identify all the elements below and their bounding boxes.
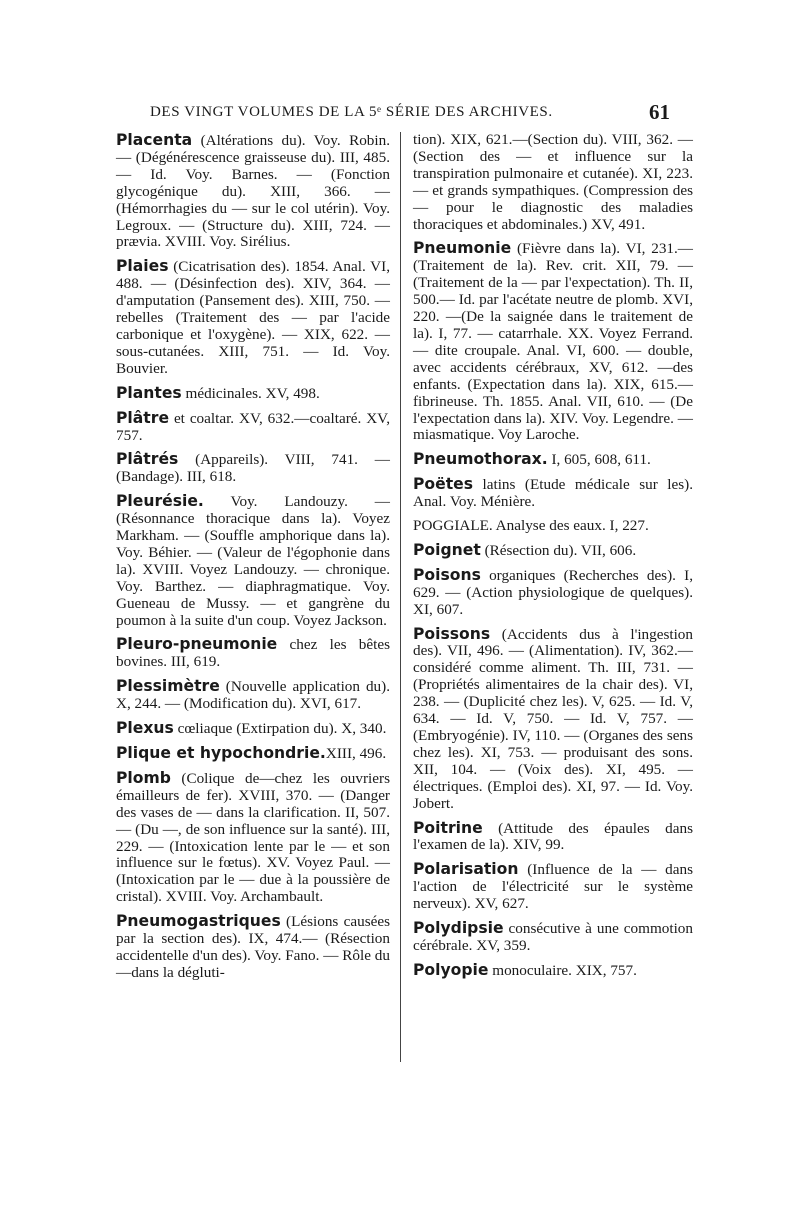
entry-term: Polydipsie — [413, 919, 504, 938]
index-entry — [116, 493, 390, 629]
entry-references: monoculaire. XIX, 757. — [488, 961, 637, 979]
entry-term: Poignet — [413, 540, 481, 559]
entry-term: Polyopie — [413, 960, 489, 979]
index-entry — [413, 861, 693, 913]
index-entry — [413, 820, 693, 855]
index-entry — [413, 920, 693, 955]
index-entry — [413, 132, 693, 233]
entry-references: (Attitude des épaules dans l'examen de la). XIV, 99. — [413, 819, 693, 854]
entry-term: Plomb — [116, 768, 171, 787]
entry-term: Plantes — [116, 383, 182, 402]
left-column — [116, 132, 390, 989]
entry-term: Placenta — [116, 131, 193, 149]
entry-term: Pneumonie — [413, 239, 512, 258]
entry-references: chez les bêtes bovines. III, 619. — [116, 636, 390, 671]
index-entry — [413, 626, 693, 813]
entry-term: Plâtre — [116, 408, 170, 427]
entry-references: consécutive à une commotion cérébrale. XV, 359. — [413, 920, 693, 954]
entry-term: Poitrine — [413, 818, 483, 837]
entry-references: cœliaque (Extirpation du). X, 340. — [173, 720, 387, 738]
entry-references: médicinales. XV, 498. — [181, 384, 320, 402]
page-number: 61 — [649, 100, 670, 124]
entry-term: Poisons — [413, 565, 481, 584]
running-header — [150, 100, 670, 130]
index-entry — [116, 678, 390, 713]
entry-references: (Nouvelle application du). X, 244. — (Modification du). XVI, 617. — [116, 678, 390, 713]
entry-references: latins (Etude médicale sur les). Anal. Voy. Ménière. — [413, 476, 693, 511]
entry-references: organiques (Recherches des). I, 629. — (Action physiologique de quelques). XI, 607. — [413, 566, 693, 618]
index-entry — [116, 451, 390, 486]
entry-references: (Colique de—chez les ouvriers émailleurs de fer). XVIII, 370. — (Danger des vases de — dans la clarification. II, 507. — (Du —, de son influence sur la santé). III, 229. — (Intoxication lente par le — et son influence sur le fœtus). XV. Voyez Paul. — (Intoxication par le — due à la poussière de cristal). XVIII. Voy. Archambault. — [116, 769, 390, 906]
index-entry — [413, 542, 693, 560]
index-entry — [413, 962, 693, 980]
entry-references: (Influence de la — dans l'action de l'électricité sur le système nerveux). XV, 627. — [413, 861, 693, 913]
entry-term: Plexus — [116, 719, 174, 738]
index-entry — [116, 720, 390, 738]
index-entry — [116, 258, 390, 377]
index-entry — [413, 476, 693, 511]
entry-references: (Altérations du). Voy. Robin. — (Dégénérescence graisseuse du). III, 485. — Id. Voy. Barnes. — (Fonction glycogénique du). XIII, 366. — (Hémorrhagies du — sur le col utérin). Voy. Legroux. — (Structure du). XIII, 724. — prævia. XVIII. Voy. Sirélius. — [116, 132, 390, 251]
entry-term: Plaies — [116, 257, 169, 276]
entry-term: Pleurésie. — [116, 492, 204, 511]
index-entry — [116, 913, 390, 982]
right-column — [413, 132, 693, 987]
running-title: DES VINGT VOLUMES DE LA 5ᵉ SÉRIE DES ARCHIVES. — [150, 104, 553, 120]
entry-term: Plessimètre — [116, 677, 220, 696]
index-entry — [116, 770, 390, 906]
index-entry — [116, 745, 390, 763]
entry-term: Plique et hypochondrie. — [116, 744, 326, 762]
index-entry — [413, 567, 693, 619]
index-entry — [116, 385, 390, 403]
entry-references: (Résection du). VII, 606. — [480, 541, 637, 559]
index-entry — [116, 132, 390, 251]
entry-term: Poëtes — [413, 475, 474, 494]
index-entry — [413, 240, 693, 444]
entry-references: (Appareils). VIII, 741. — (Bandage). III, 618. — [116, 451, 390, 486]
entry-term: Polarisation — [413, 860, 519, 879]
entry-references: XIII, 496. — [325, 745, 387, 762]
entry-references: I, 605, 608, 611. — [547, 451, 651, 469]
entry-term: Poissons — [413, 624, 491, 643]
entry-references: Voy. Landouzy. — (Résonnance thoracique dans la). Voyez Markham. — (Souffle amphorique dans la). Voy. Béhier. — (Valeur de l'égophonie dans la). XVIII. Voyez Landouzy. — chronique. Voy. Barthez. — diaphragmatique. Voy. Gueneau de Mussy. — et gangrène du poumon à la suite d'un coup. Voyez Jackson. — [116, 493, 390, 629]
entry-references: (Cicatrisation des). 1854. Anal. VI, 488. — (Désinfection des). XIV, 364. — d'amputation (Pansement des). XIII, 750. — rebelles (Traitement des — par l'acide carbonique et l'oxygène). — XIX, 622. — sous-cutanées. XIII, 751. — Id. Voy. Bouvier. — [116, 258, 390, 377]
entry-term: Pneumothorax. — [413, 450, 548, 469]
entry-term: Pleuro-pneumonie — [116, 635, 278, 654]
entry-references: (Lésions causées par la section des). IX, 474.— (Résection accidentelle d'un des). Voy. Fano. — Rôle du—dans la dégluti- — [116, 913, 390, 981]
index-entry — [116, 410, 390, 445]
index-entry — [116, 636, 390, 671]
entry-term: Plâtrés — [116, 450, 179, 469]
entry-references: (Accidents dus à l'ingestion des). VII, 496. — (Alimentation). IV, 362.— considéré comme aliment. Th. III, 731. — (Propriétés alimentaires de la chair des). VI, 238. — (Duplicité chez les). V, 625. — Id. V, 634. — Id. V, 750. — Id. V, 757. — (Embryogénie). IV, 110. — (Organes des sens chez les). XI, 753. — produisant des sons. XII, 104. — (Voix des). XI, 495. — électriques. (Emploi des). XI, 97. — Id. Voy. Jobert. — [413, 625, 693, 812]
index-entry — [413, 518, 693, 535]
entry-references: POGGIALE. Analyse des eaux. I, 227. — [413, 517, 649, 535]
entry-term: Pneumogastriques — [116, 912, 281, 931]
entry-references: tion). XIX, 621.—(Section du). VIII, 362. — (Section des — et influence sur la transpiration pulmonaire et cutanée). XI, 223. — et grands sympathiques. (Compression des — pour le diagnostic des maladies thoraciques et abdominales.) XV, 491. — [413, 131, 693, 233]
entry-references: (Fièvre dans la). VI, 231.— (Traitement de la). Rev. crit. XII, 79. — (Traitement de la — par l'expectation). Th. II, 500.— Id. par l'acétate neutre de plomb. XVI, 220. —(De la saignée dans le traitement de la). I, 77. — catarrhale. XX. Voyez Ferrand. — dite croupale. Anal. VI, 600. — double, avec accidents cérébraux, XV, 612. —des enfants. (Expectation dans la). XIX, 615.— fibrineuse. Th. 1855. Anal. VII, 610. — (De l'expectation dans la). XIV. Voy. Legendre. — miasmatique. Voy Laroche. — [413, 240, 693, 444]
index-entry — [413, 451, 693, 469]
entry-references: et coaltar. XV, 632.—coaltaré. XV, 757. — [116, 409, 390, 444]
column-divider — [400, 132, 401, 1062]
